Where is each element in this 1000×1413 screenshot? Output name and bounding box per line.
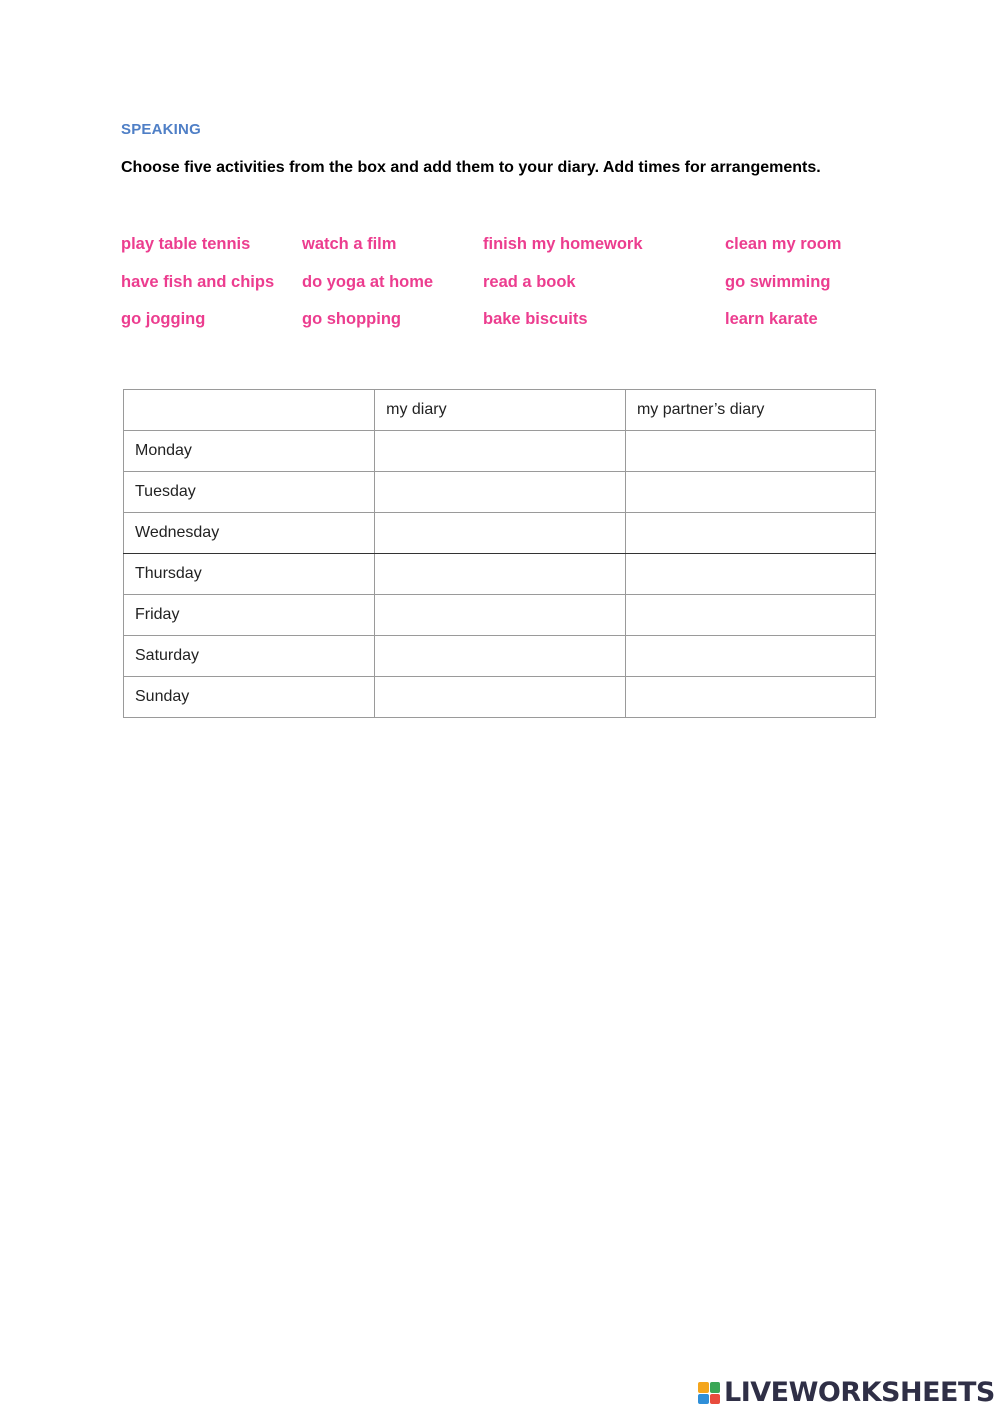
my-diary-cell[interactable] xyxy=(375,677,626,718)
activity-item: learn karate xyxy=(725,310,818,328)
activity-item: clean my room xyxy=(725,235,842,253)
logo-square xyxy=(698,1382,709,1393)
day-label: Friday xyxy=(124,595,375,636)
table-row xyxy=(124,677,876,718)
activity-item: play table tennis xyxy=(121,235,251,253)
activity-item: finish my homework xyxy=(483,235,643,253)
header-cell-partner-diary: my partner’s diary xyxy=(625,390,875,431)
section-title: SPEAKING xyxy=(121,121,201,138)
table-row xyxy=(124,595,876,636)
partner-diary-cell[interactable] xyxy=(625,595,875,636)
logo-square xyxy=(710,1382,721,1393)
my-diary-cell[interactable] xyxy=(375,513,626,554)
activity-item: watch a film xyxy=(302,235,397,253)
table-header-row xyxy=(124,390,876,431)
partner-diary-cell[interactable] xyxy=(625,513,875,554)
partner-diary-cell[interactable] xyxy=(625,636,875,677)
day-label: Wednesday xyxy=(124,513,375,554)
activity-item: go jogging xyxy=(121,310,206,328)
liveworksheets-logo xyxy=(698,1378,995,1408)
logo-text: LIVEWORKSHEETS xyxy=(724,1377,995,1408)
table-row xyxy=(124,513,876,554)
activity-item: do yoga at home xyxy=(302,273,434,291)
logo-square xyxy=(698,1394,709,1405)
my-diary-cell[interactable] xyxy=(375,472,626,513)
day-label: Sunday xyxy=(124,677,375,718)
partner-diary-cell[interactable] xyxy=(625,431,875,472)
partner-diary-cell[interactable] xyxy=(625,677,875,718)
logo-square xyxy=(710,1394,721,1405)
my-diary-cell[interactable] xyxy=(375,431,626,472)
my-diary-cell[interactable] xyxy=(375,554,626,595)
partner-diary-cell[interactable] xyxy=(625,472,875,513)
activity-item: go shopping xyxy=(302,310,401,328)
header-cell-day xyxy=(124,390,375,431)
table-row xyxy=(124,636,876,677)
activity-item: have fish and chips xyxy=(121,273,275,291)
day-label: Tuesday xyxy=(124,472,375,513)
instructions: Choose five activities from the box and add them to your diary. Add times for arrangements. xyxy=(121,159,821,176)
day-label: Saturday xyxy=(124,636,375,677)
table-row xyxy=(124,431,876,472)
day-label: Thursday xyxy=(124,554,375,595)
table-row xyxy=(124,554,876,595)
header-cell-my-diary: my diary xyxy=(375,390,626,431)
diary-table xyxy=(123,389,876,718)
my-diary-cell[interactable] xyxy=(375,595,626,636)
logo-mark-icon xyxy=(698,1382,720,1404)
activity-item: bake biscuits xyxy=(483,310,588,328)
my-diary-cell[interactable] xyxy=(375,636,626,677)
table-row xyxy=(124,472,876,513)
activity-item: go swimming xyxy=(725,273,831,291)
day-label: Monday xyxy=(124,431,375,472)
partner-diary-cell[interactable] xyxy=(625,554,875,595)
activity-item: read a book xyxy=(483,273,576,291)
